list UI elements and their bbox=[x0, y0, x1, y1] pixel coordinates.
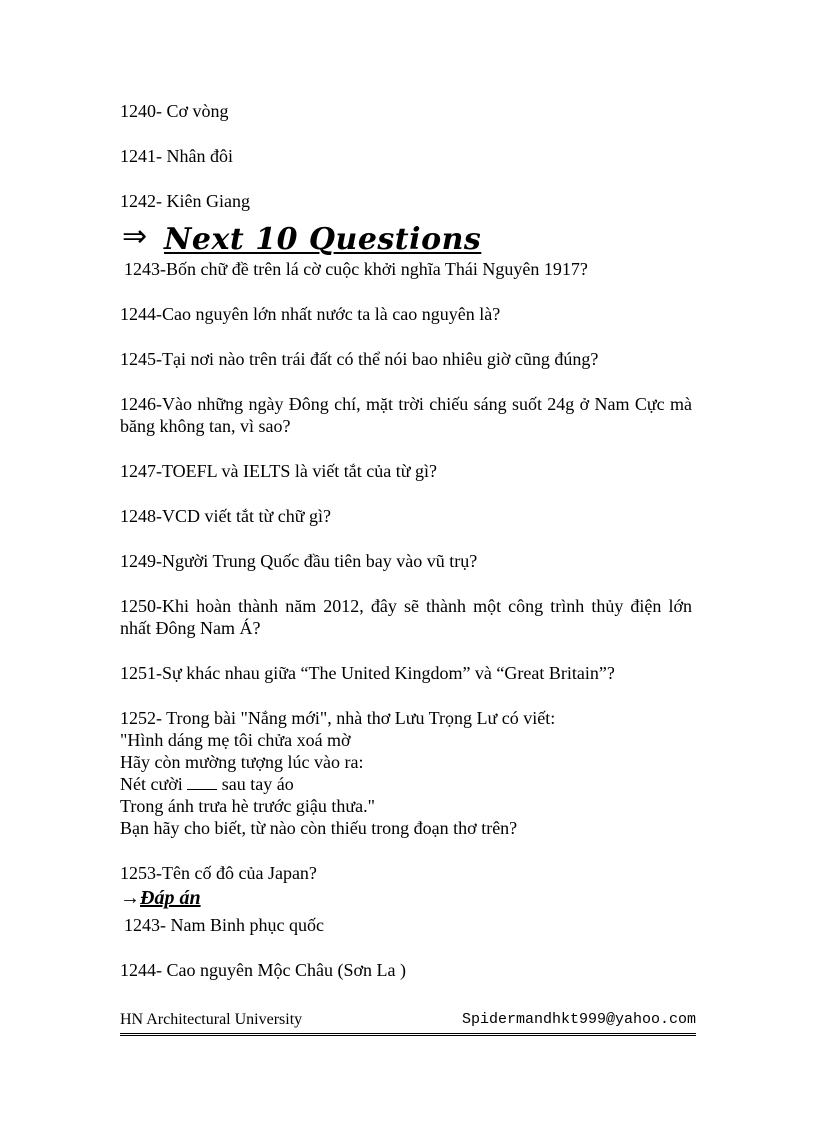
question-1252 bbox=[120, 707, 692, 839]
poem-line-4: Trong ánh trưa hè trước giậu thưa." bbox=[120, 796, 375, 816]
question-1245: 1245-Tại nơi nào trên trái đất có thể nói bao nhiêu giờ cũng đúng? bbox=[120, 349, 599, 369]
section-heading bbox=[120, 219, 692, 257]
page-footer bbox=[120, 1010, 696, 1036]
question-1243: 1243-Bốn chữ đề trên lá cờ cuộc khởi nghĩa Thái Nguyên 1917? bbox=[124, 259, 588, 279]
question-1244: 1244-Cao nguyên lớn nhất nước ta là cao nguyên là? bbox=[120, 304, 501, 324]
footer-university: HN Architectural University bbox=[120, 1011, 303, 1028]
question-1247: 1247-TOEFL và IELTS là viết tắt của từ gì? bbox=[120, 461, 438, 481]
question-1252-intro: 1252- Trong bài "Nắng mới", nhà thơ Lưu Trọng Lư có viết: bbox=[120, 708, 556, 728]
question-1250: 1250-Khi hoàn thành năm 2012, đây sẽ thành một công trình thủy điện lớn nhất Đông Nam Á? bbox=[120, 596, 692, 638]
double-arrow-icon: ⇒ bbox=[122, 219, 148, 254]
question-1252-ask: Bạn hãy cho biết, từ nào còn thiếu trong đoạn thơ trên? bbox=[120, 818, 518, 838]
answer-1240: 1240- Cơ vòng bbox=[120, 101, 229, 121]
answer-1244: 1244- Cao nguyên Mộc Châu (Sơn La ) bbox=[120, 960, 406, 980]
poem-line-1: "Hình dáng mẹ tôi chửa xoá mờ bbox=[120, 730, 351, 750]
answer-heading bbox=[120, 886, 692, 910]
question-1248: 1248-VCD viết tắt từ chữ gì? bbox=[120, 506, 331, 526]
question-1251: 1251-Sự khác nhau giữa “The United Kingdom” và “Great Britain”? bbox=[120, 663, 615, 683]
page-content bbox=[120, 100, 692, 1004]
poem-line-3-end: sau tay áo bbox=[221, 774, 294, 794]
right-arrow-icon: → bbox=[120, 887, 140, 909]
answer-1241: 1241- Nhân đôi bbox=[120, 146, 233, 166]
question-1253: 1253-Tên cố đô của Japan? bbox=[120, 863, 317, 883]
answer-1242: 1242- Kiên Giang bbox=[120, 191, 250, 211]
question-1246: 1246-Vào những ngày Đông chí, mặt trời chiếu sáng suốt 24g ở Nam Cực mà băng không tan, vì sao? bbox=[120, 394, 692, 436]
poem-line-3-start: Nét cười bbox=[120, 774, 183, 794]
poem-line-2: Hãy còn mường tượng lúc vào ra: bbox=[120, 752, 364, 772]
answer-label: Đáp án bbox=[140, 887, 201, 909]
blank-line bbox=[187, 775, 217, 790]
footer-email: Spidermandhkt999@yahoo.com bbox=[461, 1011, 696, 1028]
section-title: Next 10 Questions bbox=[164, 222, 482, 257]
question-1249: 1249-Người Trung Quốc đầu tiên bay vào vũ trụ? bbox=[120, 551, 478, 571]
answer-1243: 1243- Nam Binh phục quốc bbox=[124, 915, 324, 935]
poem-line-3 bbox=[120, 773, 692, 795]
